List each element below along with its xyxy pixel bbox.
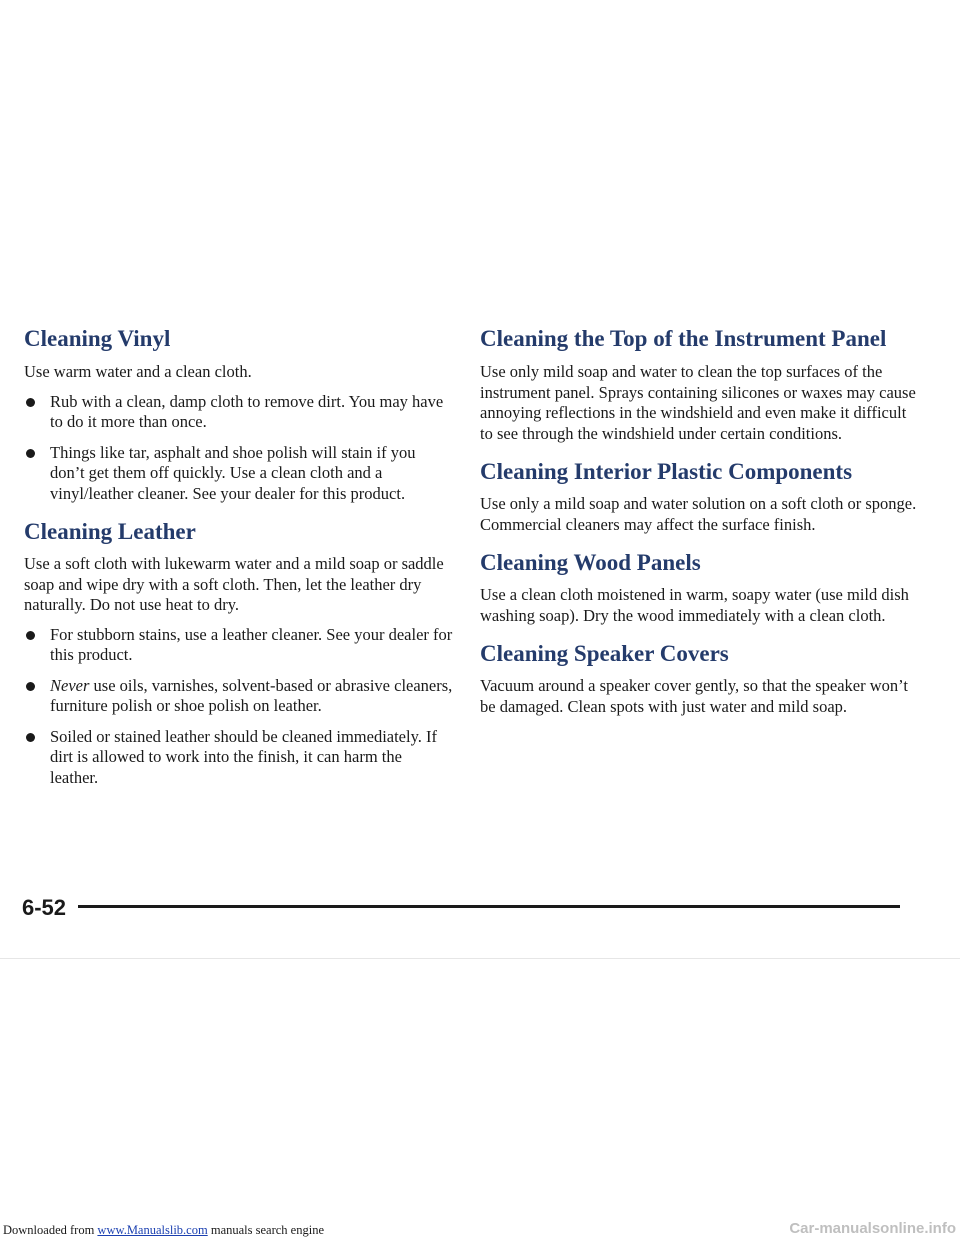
left-column: [24, 325, 454, 788]
speaker-covers-body: Vacuum around a speaker cover gently, so that the speaker won’t be damaged. Clean spots with just water and mild soap.: [480, 676, 908, 716]
instrument-panel-body: Use only mild soap and water to clean the top surfaces of the instrument panel. Sprays containing silicones or waxes may cause annoying reflections in the windshield and even make it difficult to see through the windshield under certain conditions.: [480, 362, 916, 443]
heading-speaker-covers: Cleaning Speaker Covers: [480, 641, 729, 666]
heading-cleaning-leather: Cleaning Leather: [24, 519, 196, 544]
leather-bullet-list: [24, 625, 454, 789]
section-plastic-components: [480, 458, 920, 535]
heading-wood-panels: Cleaning Wood Panels: [480, 550, 701, 575]
download-suffix: manuals search engine: [207, 1223, 324, 1237]
vinyl-bullet-1: Rub with a clean, damp cloth to remove dirt. You may have to do it more than once.: [24, 392, 454, 433]
section-cleaning-vinyl: [24, 325, 454, 504]
manualslib-link[interactable]: www.Manualslib.com: [97, 1223, 208, 1237]
leather-bullet-2-text: use oils, varnishes, solvent-based or abrasive cleaners, furniture polish or shoe polish on leather.: [50, 675, 453, 715]
watermark-text: Car-manualsonline.info: [789, 1220, 956, 1237]
vinyl-intro: Use warm water and a clean cloth.: [24, 362, 252, 381]
page-number: 6-52: [22, 895, 67, 920]
leather-intro: Use a soft cloth with lukewarm water and a mild soap or saddle soap and wipe dry with a soft cloth. Then, let the leather dry naturally. Do not use heat to dry.: [24, 554, 444, 614]
leather-bullet-2: [24, 676, 454, 717]
section-instrument-panel: [480, 325, 920, 444]
leather-bullet-3: Soiled or stained leather should be cleaned immediately. If dirt is allowed to work into the finish, it can harm the leather.: [24, 727, 454, 789]
wood-panels-body: Use a clean cloth moistened in warm, soapy water (use mild dish washing soap). Dry the wood immediately with a clean cloth.: [480, 585, 909, 625]
leather-bullet-1: For stubborn stains, use a leather cleaner. See your dealer for this product.: [24, 625, 454, 666]
heading-instrument-panel: Cleaning the Top of the Instrument Panel: [480, 326, 887, 351]
vinyl-bullet-list: [24, 392, 454, 505]
plastic-components-body: Use only a mild soap and water solution on a soft cloth or sponge. Commercial cleaners may affect the surface finish.: [480, 494, 917, 534]
download-bar: [0, 1220, 960, 1242]
heading-plastic-components: Cleaning Interior Plastic Components: [480, 459, 853, 484]
download-prefix: Downloaded from: [3, 1223, 98, 1237]
section-speaker-covers: [480, 640, 920, 717]
footer-rule: [78, 905, 900, 908]
section-wood-panels: [480, 549, 920, 626]
section-cleaning-leather: [24, 518, 454, 788]
scan-artifact-line: [0, 958, 960, 959]
right-column: [480, 325, 920, 717]
heading-cleaning-vinyl: Cleaning Vinyl: [24, 326, 171, 351]
vinyl-bullet-2: Things like tar, asphalt and shoe polish will stain if you don’t get them off quickly. Use a clean cloth and a vinyl/leather cleaner. See your dealer for this product.: [24, 443, 454, 505]
download-notice: [3, 1223, 324, 1238]
never-emphasis: Never: [50, 675, 90, 695]
